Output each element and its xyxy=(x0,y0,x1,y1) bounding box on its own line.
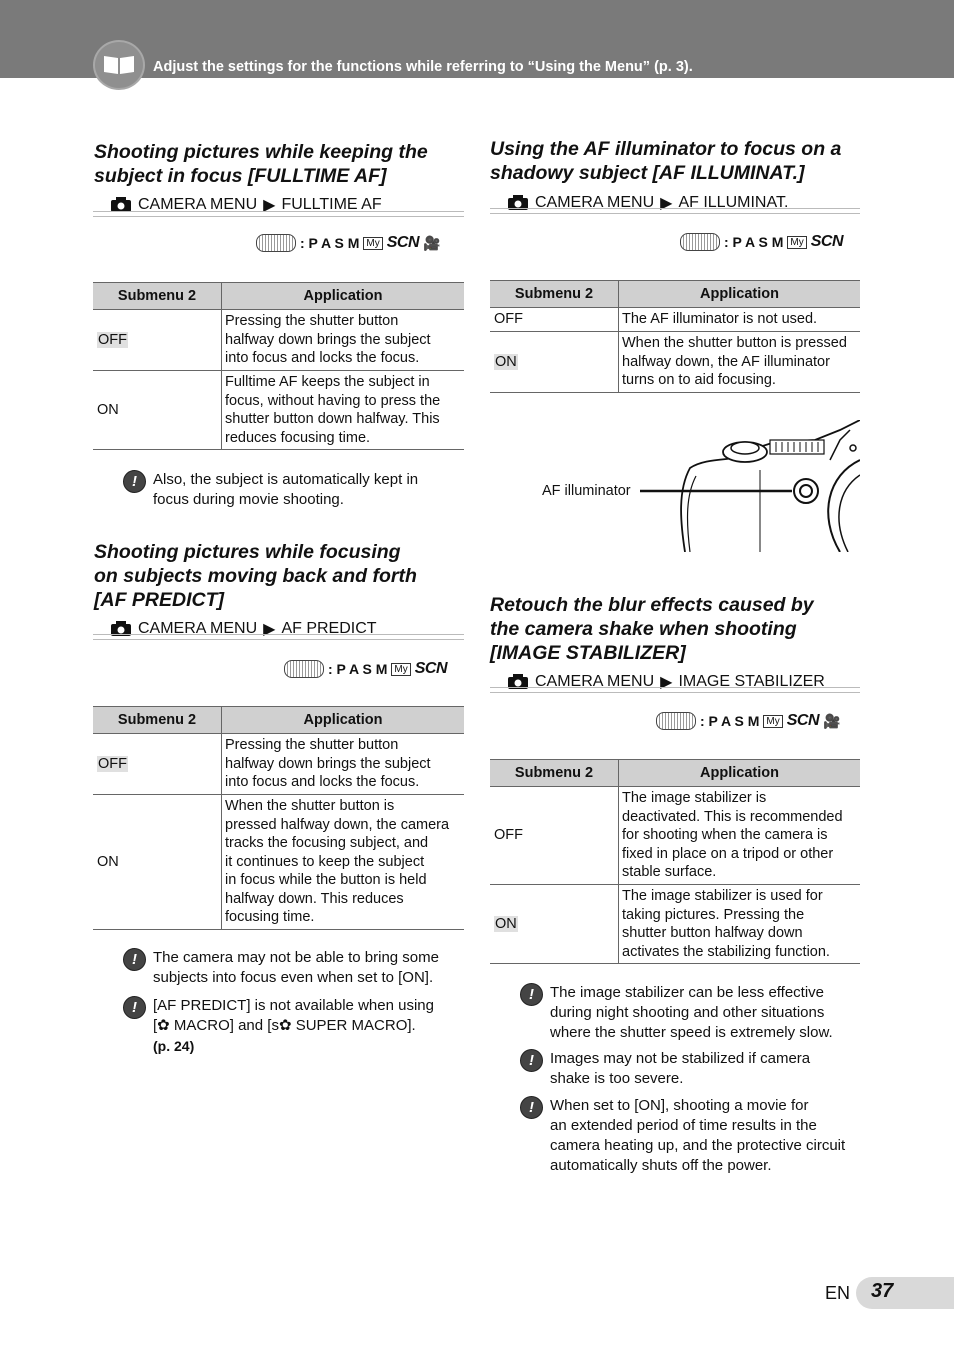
shooting-modes: : P A S M My SCN 🎥 xyxy=(656,712,840,730)
note: ! [AF PREDICT] is not available when using [✿ MACRO] and [s✿ SUPER MACRO]. (p. 24) xyxy=(123,996,463,1058)
camera-illustration xyxy=(640,420,860,552)
section-title-af-illuminat: Using the AF illuminator to focus on a shadowy subject [AF ILLUMINAT.] xyxy=(490,138,842,184)
note: ! When set to [ON], shooting a movie for an extended period of time results in the camera heating up, and the protective circuit automatically shuts off the power. xyxy=(520,1096,865,1178)
triangle-right-icon: ▶ xyxy=(660,674,673,691)
divider xyxy=(490,687,860,693)
note: ! The camera may not be able to bring some subjects into focus even when set to [ON]. xyxy=(123,948,463,990)
shooting-modes: : P A S M My SCN xyxy=(284,660,447,678)
submenu-table-illuminat: Submenu 2 Application OFF The AF illuminator is not used. ON When the shutter button is pressed halfway down, the AF illuminator turns on to aid focusing. xyxy=(490,280,860,393)
movie-icon: 🎥 xyxy=(423,234,441,251)
note: ! The image stabilizer can be less effective during night shooting and other situations where the shutter speed is extremely slow. xyxy=(520,983,860,1045)
note: ! Images may not be stabilized if camera shake is too severe. xyxy=(520,1049,860,1091)
section-title-af-predict: Shooting pictures while focusing on subjects moving back and forth [AF PREDICT] xyxy=(94,541,417,611)
caution-icon: ! xyxy=(123,996,146,1019)
movie-icon: 🎥 xyxy=(823,712,841,729)
section-title-image-stabilizer: Retouch the blur effects caused by the camera shake when shooting [IMAGE STABILIZER] xyxy=(490,594,814,664)
section-title-fulltime-af: Shooting pictures while keeping the subject in focus [FULLTIME AF] xyxy=(94,141,428,187)
language-label: EN xyxy=(825,1283,851,1303)
submenu-table-predict: Submenu 2 Application OFF Pressing the shutter button halfway down brings the subject into focus and locks the focus. ON When the shutter button is pressed halfway down, the camera tracks the focusing subject, and it continues to keep the subject in focus while the button is held halfway down. This reduces focusing time. xyxy=(93,706,464,930)
caution-icon: ! xyxy=(123,948,146,971)
triangle-right-icon: ▶ xyxy=(660,195,673,212)
header-instruction: Adjust the settings for the functions while referring to “Using the Menu” (p. 3). xyxy=(153,59,693,75)
shooting-modes: : P A S M My SCN 🎥 xyxy=(256,234,440,252)
mode-dial-icon xyxy=(656,712,696,730)
page-number: 37 xyxy=(871,1280,894,1302)
super-macro-icon: s✿ xyxy=(271,1017,292,1034)
mode-dial-icon xyxy=(680,233,720,251)
caution-icon: ! xyxy=(520,1049,543,1072)
mode-dial-icon xyxy=(256,234,296,252)
note: ! Also, the subject is automatically kept in focus during movie shooting. xyxy=(123,470,463,512)
mode-dial-icon xyxy=(284,660,324,678)
shooting-modes: : P A S M My SCN xyxy=(680,233,843,251)
figure-label: AF illuminator xyxy=(542,483,631,499)
breadcrumb: CAMERA MENU ▶ IMAGE STABILIZER xyxy=(507,672,825,692)
book-icon xyxy=(93,40,145,90)
triangle-right-icon: ▶ xyxy=(263,621,276,638)
caution-icon: ! xyxy=(520,1096,543,1119)
divider xyxy=(490,208,860,214)
triangle-right-icon: ▶ xyxy=(263,197,276,214)
caution-icon: ! xyxy=(123,470,146,493)
submenu-table-stabilizer: Submenu 2 Application OFF The image stabilizer is deactivated. This is recommended for shooting when the camera is fixed in place on a tripod or other stable surface. ON The image stabilizer is used for taking pictures. Pressing the shutter button halfway down activates the stabilizing function. xyxy=(490,759,860,964)
divider xyxy=(93,634,464,640)
divider xyxy=(93,211,464,217)
breadcrumb: CAMERA MENU ▶ AF PREDICT xyxy=(110,619,377,639)
macro-icon: ✿ xyxy=(157,1017,170,1034)
submenu-table-fulltime: Submenu 2 Application OFF Pressing the shutter button halfway down brings the subject into focus and locks the focus. ON Fulltime AF keeps the subject in focus, without having to press the shutter button down halfway. This reduces focusing time. xyxy=(93,282,464,450)
breadcrumb: CAMERA MENU ▶ FULLTIME AF xyxy=(110,195,382,215)
breadcrumb: CAMERA MENU ▶ AF ILLUMINAT. xyxy=(507,193,788,213)
caution-icon: ! xyxy=(520,983,543,1006)
